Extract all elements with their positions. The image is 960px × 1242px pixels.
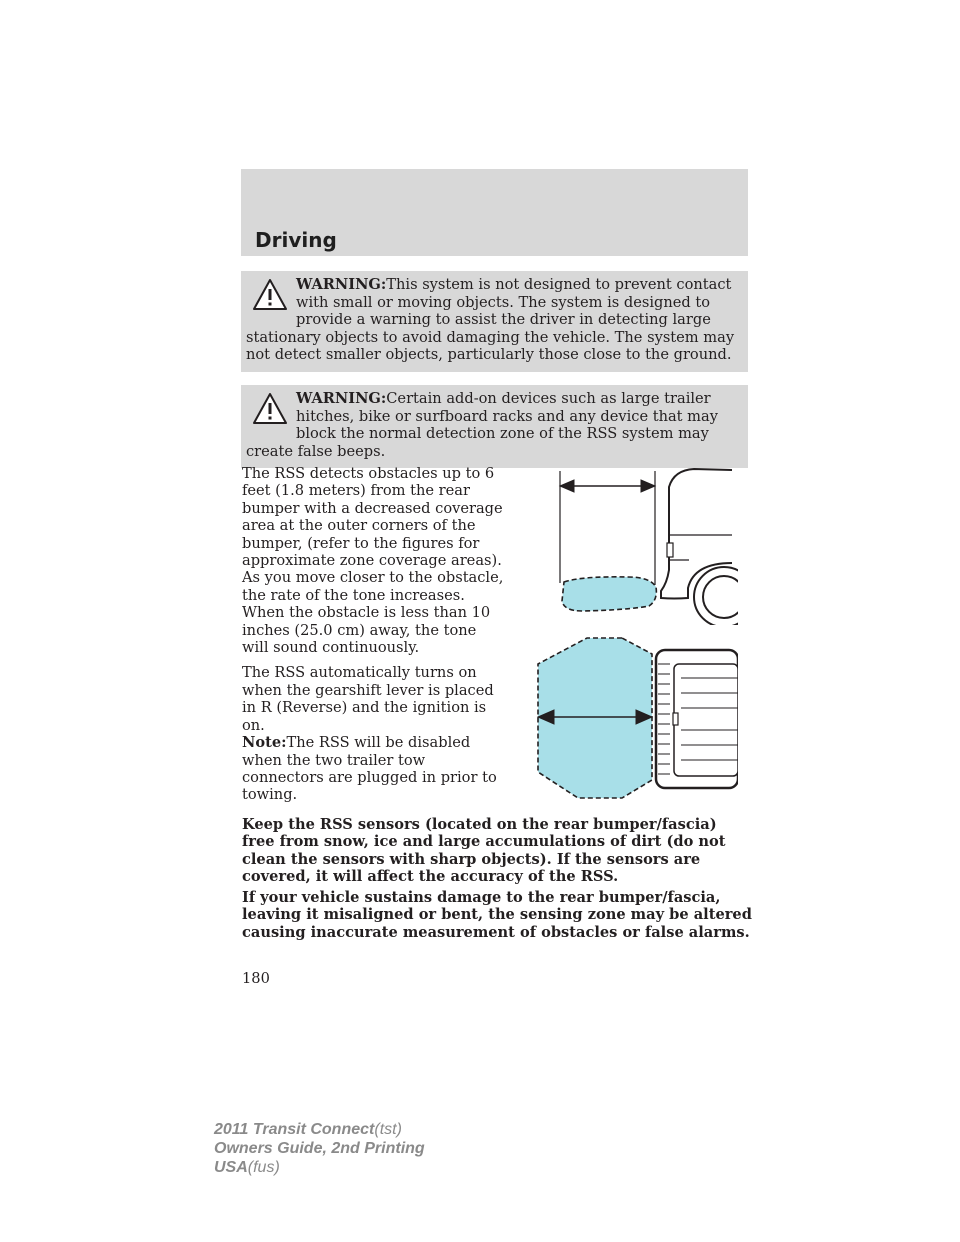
top-detection-zone: [538, 638, 652, 798]
note-label: Note:: [242, 734, 287, 752]
warning-triangle-icon: [252, 392, 288, 426]
header-band: [241, 169, 748, 256]
footer-model: 2011 Transit Connect: [214, 1121, 375, 1138]
rss-range-paragraph: The RSS detects obstacles up to 6 feet (1.8 meters) from the rear bumper with a decreased coverage area at the outer corners of the bumper, (refer to the figures for approximate zone coverage areas). As you move closer to the obstacle, the rate of the tone increases. When the obstacle is less than 10 inches (25.0 cm) away, the tone will sound continuously.: [242, 465, 504, 657]
sensor-care-paragraph: Keep the RSS sensors (located on the rear bumper/fascia) free from snow, ice and large accumulations of dirt (do not clean the sensors with sharp objects). If the sensors are covered, it will affect the accuracy of the RSS.: [242, 816, 726, 886]
footer-line-edition: Owners Guide, 2nd Printing: [214, 1140, 425, 1157]
footer-market-code: (fus): [247, 1159, 280, 1176]
page-number: 180: [242, 970, 270, 987]
side-detection-zone: [562, 577, 656, 611]
warning-text: This system is not designed to prevent contact with small or moving objects. The system is designed to provide a warning to assist the driver in detecting large stationary objects to avoid damaging the vehicle. The system may not detect smaller objects, particularly those close to the ground.: [246, 276, 735, 364]
rss-activation-text: The RSS automatically turns on when the gearshift lever is placed in R (Reverse) and the ignition is on.: [242, 664, 494, 734]
rss-side-view-diagram: [524, 465, 738, 625]
section-title: Driving: [255, 228, 337, 252]
side-range-arrow: [560, 471, 655, 585]
note-text: The RSS will be disabled when the two trailer tow connectors are plugged in prior to towing.: [242, 734, 497, 804]
warning-box: [241, 271, 748, 372]
footer-market: USA: [214, 1159, 248, 1176]
rss-top-view-diagram: [530, 634, 738, 804]
warning-text: Certain add-on devices such as large trailer hitches, bike or surfboard racks and any device that may block the normal detection zone of the RSS system may create false beeps.: [246, 390, 718, 460]
document-footer: [214, 1120, 425, 1177]
warning-box: [241, 385, 748, 468]
vehicle-top-outline: [656, 650, 738, 788]
footer-model-code: (tst): [374, 1121, 402, 1138]
footer-line-model: [214, 1120, 425, 1139]
warning-paragraph: [246, 276, 742, 364]
warning-label: WARNING:: [296, 276, 387, 293]
bumper-damage-paragraph: If your vehicle sustains damage to the rear bumper/fascia, leaving it misaligned or bent, the sensing zone may be altered causing inaccurate measurement of obstacles or false alarms.: [242, 889, 752, 941]
vehicle-side-outline: [661, 469, 738, 625]
warning-paragraph: [246, 390, 742, 460]
warning-triangle-icon: [252, 278, 288, 312]
body-text-column: [242, 465, 504, 812]
warning-label: WARNING:: [296, 390, 387, 407]
footer-line-market: [214, 1158, 425, 1177]
rss-activation-paragraph: [242, 664, 504, 803]
